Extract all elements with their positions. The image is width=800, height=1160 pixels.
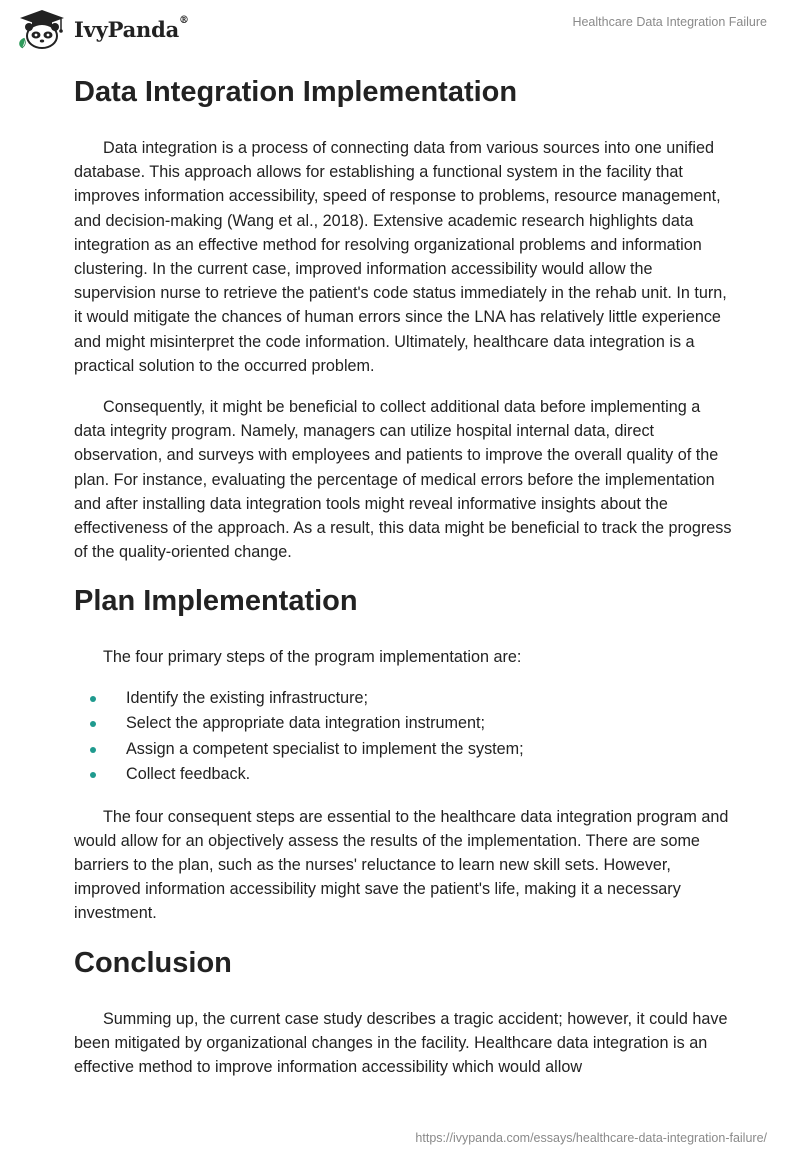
paragraph: The four primary steps of the program implementation are: (103, 648, 522, 667)
page-header (0, 0, 800, 62)
logo-text: IvyPanda® (74, 14, 189, 42)
list-item: Identify the existing infrastructure; (74, 686, 734, 712)
bullet-icon (90, 696, 96, 702)
bullet-icon (90, 772, 96, 778)
section-heading-data-integration: Data Integration Implementation (74, 76, 518, 108)
panda-logo-icon (14, 8, 70, 50)
list-item: Assign a competent specialist to implement the system; (74, 737, 734, 763)
list-item: Select the appropriate data integration instrument; (74, 711, 734, 737)
paragraph: Summing up, the current case study describes a tragic accident; however, it could have been mitigated by organizational changes in the facility. Healthcare data integration is an effective method to improve information accessibility which would allow (74, 1009, 728, 1077)
paragraph: The four consequent steps are essential to the healthcare data integration program and would allow for an objectively assess the results of the implementation. There are some barriers to the plan, such as the nurses' reluctance to learn new skill sets. However, improved information accessibility might save the patient's life, making it a necessary investment. (74, 807, 729, 923)
section-heading-plan-implementation: Plan Implementation (74, 585, 358, 618)
section-heading-conclusion: Conclusion (74, 946, 232, 979)
source-url-link[interactable]: https://ivypanda.com/essays/healthcare-data-integration-failure/ (415, 1131, 767, 1145)
document-title: Healthcare Data Integration Failure (572, 15, 767, 29)
bullet-icon (90, 747, 96, 753)
paragraph: Consequently, it might be beneficial to collect additional data before implementing a data integrity program. Namely, managers can utilize hospital internal data, direct observation, and surveys with employees and patients to improve the overall quality of the plan. For instance, evaluating the percentage of medical errors before the implementation and after installing data integration tools might reveal informative insights about the effectiveness of the approach. As a result, this data might be beneficial to track the progress of the quality-oriented change. (74, 398, 732, 562)
article-body (74, 70, 734, 1079)
bullet-icon (90, 721, 96, 727)
list-item: Collect feedback. (74, 762, 734, 788)
logo[interactable] (14, 8, 189, 50)
steps-list (74, 686, 734, 788)
paragraph: Data integration is a process of connecting data from various sources into one unified database. This approach allows for establishing a functional system in the facility that improves information accessibility, speed of response to problems, resource management, and decision-making (Wang et al., 2018). Extensive academic research highlights data integration as an effective method for resolving organizational problems and information clustering. In the current case, improved information accessibility would allow the supervision nurse to retrieve the patient's code status immediately in the rehab unit. In turn, it would mitigate the chances of human errors since the LNA has relatively little experience and might misinterpret the code information. Ultimately, healthcare data integration is a practical solution to the occurred problem. (74, 139, 727, 375)
